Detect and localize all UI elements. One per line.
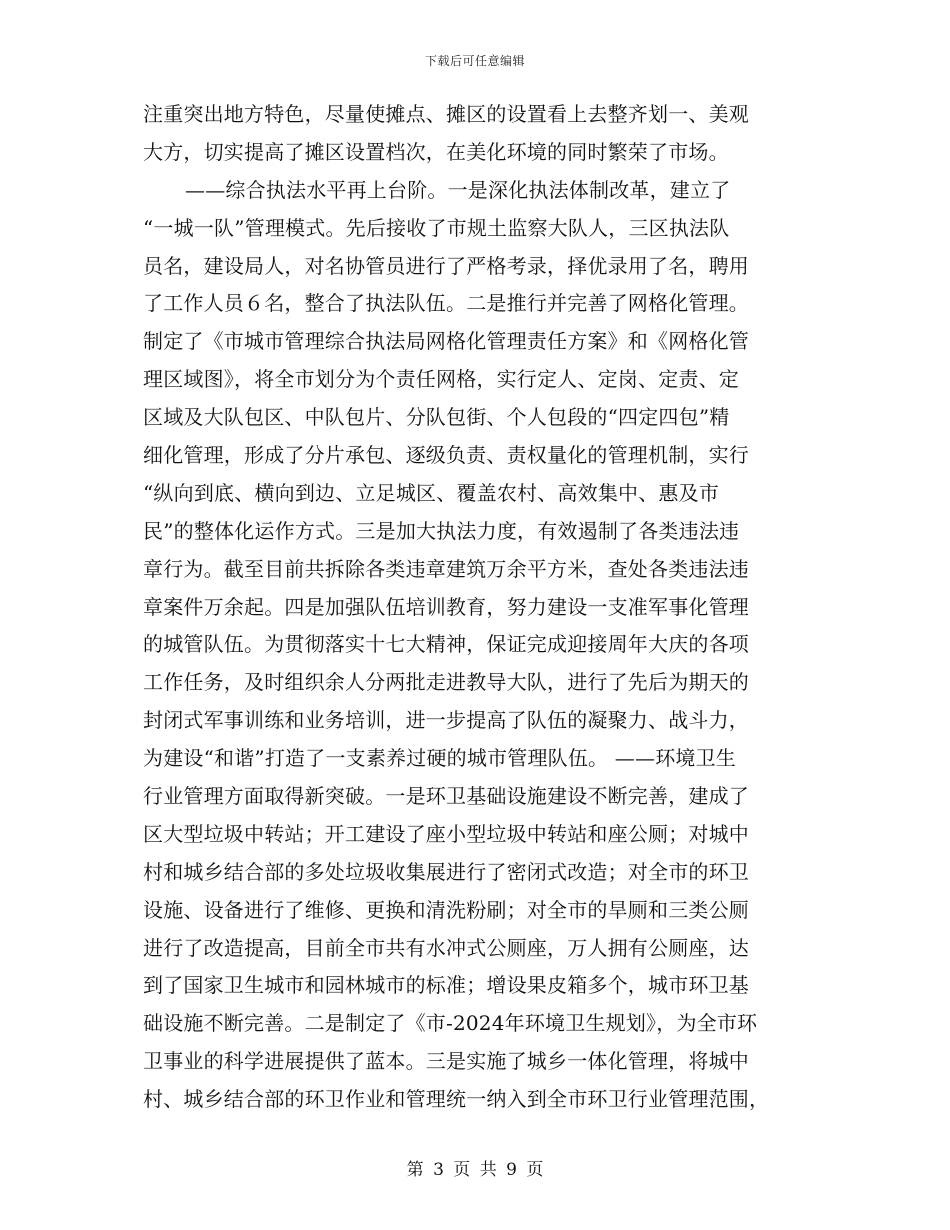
text-line: 区域及大队包区、中队包片、分队包街、个人包段的“四定四包”精 (143, 405, 730, 430)
text-line: 章案件万余起。四是加强队伍培训教育，努力建设一支准军事化管理 (143, 594, 749, 619)
text-line: 理区域图》，将全市划分为个责任网格，实行定人、定岗、定责、定 (143, 367, 739, 392)
text-line: 行业管理方面取得新突破。一是环卫基础设施建设不断完善，建成了 (143, 784, 749, 809)
text-line: 村和城乡结合部的多处垃圾收集展进行了密闭式改造；对全市的环卫 (143, 859, 749, 884)
text-line: ——综合执法水平再上台阶。一是深化执法体制改革，建立了 (185, 177, 731, 202)
text-line: 了工作人员６名，整合了执法队伍。二是推行并完善了网格化管理。 (143, 291, 749, 316)
text-line: 础设施不断完善。二是制定了《市-2024年环境卫生规划》，为全市环 (143, 1011, 758, 1036)
text-line: 卫事业的科学进展提供了蓝本。三是实施了城乡一体化管理，将城中 (143, 1049, 749, 1074)
text-line: 的城管队伍。为贯彻落实十七大精神，保证完成迎接周年大庆的各项 (143, 632, 749, 657)
text-line: 村、城乡结合部的环卫作业和管理统一纳入到全市环卫行业管理范围， (143, 1087, 770, 1112)
text-line: 工作任务，及时组织余人分两批走进教导大队，进行了先后为期天的 (143, 670, 749, 695)
text-line: 封闭式军事训练和业务培训，进一步提高了队伍的凝聚力、战斗力， (143, 708, 749, 733)
text-line: 章行为。截至目前共拆除各类违章建筑万余平方米，查处各类违法违 (143, 556, 749, 581)
page-header: 下载后可任意编辑 (424, 54, 525, 68)
body-text (143, 96, 813, 1119)
text-line: 设施、设备进行了维修、更换和清洗粉刷；对全市的旱厕和三类公厕 (143, 897, 749, 922)
text-line: 员名，建设局人，对名协管员进行了严格考录，择优录用了名，聘用 (143, 253, 749, 278)
text-line: 为建设“和谐”打造了一支素养过硬的城市管理队伍。 ——环境卫生 (143, 746, 737, 771)
text-line: 到了国家卫生城市和园林城市的标准；增设果皮箱多个，城市环卫基 (143, 973, 749, 998)
text-line: 民”的整体化运作方式。三是加大执法力度，有效遏制了各类违法违 (143, 518, 740, 543)
text-line: 区大型垃圾中转站；开工建设了座小型垃圾中转站和座公厕；对城中 (143, 821, 749, 846)
page-number-footer: 第 3 页 共 9 页 (406, 1160, 544, 1180)
text-line: 大方，切实提高了摊区设置档次，在美化环境的同时繁荣了市场。 (143, 139, 729, 164)
text-line: “纵向到底、横向到边、立足城区、覆盖农村、高效集中、惠及市 (143, 480, 720, 505)
text-line: “一城一队”管理模式。先后接收了市规土监察大队人，三区执法队 (143, 215, 730, 240)
text-line: 细化管理，形成了分片承包、逐级负责、责权量化的管理机制，实行 (143, 443, 749, 468)
text-line: 制定了《市城市管理综合执法局网格化管理责任方案》和《网格化管 (143, 329, 749, 354)
text-line: 进行了改造提高，目前全市共有水冲式公厕座，万人拥有公厕座，达 (143, 935, 749, 960)
text-line: 注重突出地方特色，尽量使摊点、摊区的设置看上去整齐划一、美观 (143, 102, 749, 126)
